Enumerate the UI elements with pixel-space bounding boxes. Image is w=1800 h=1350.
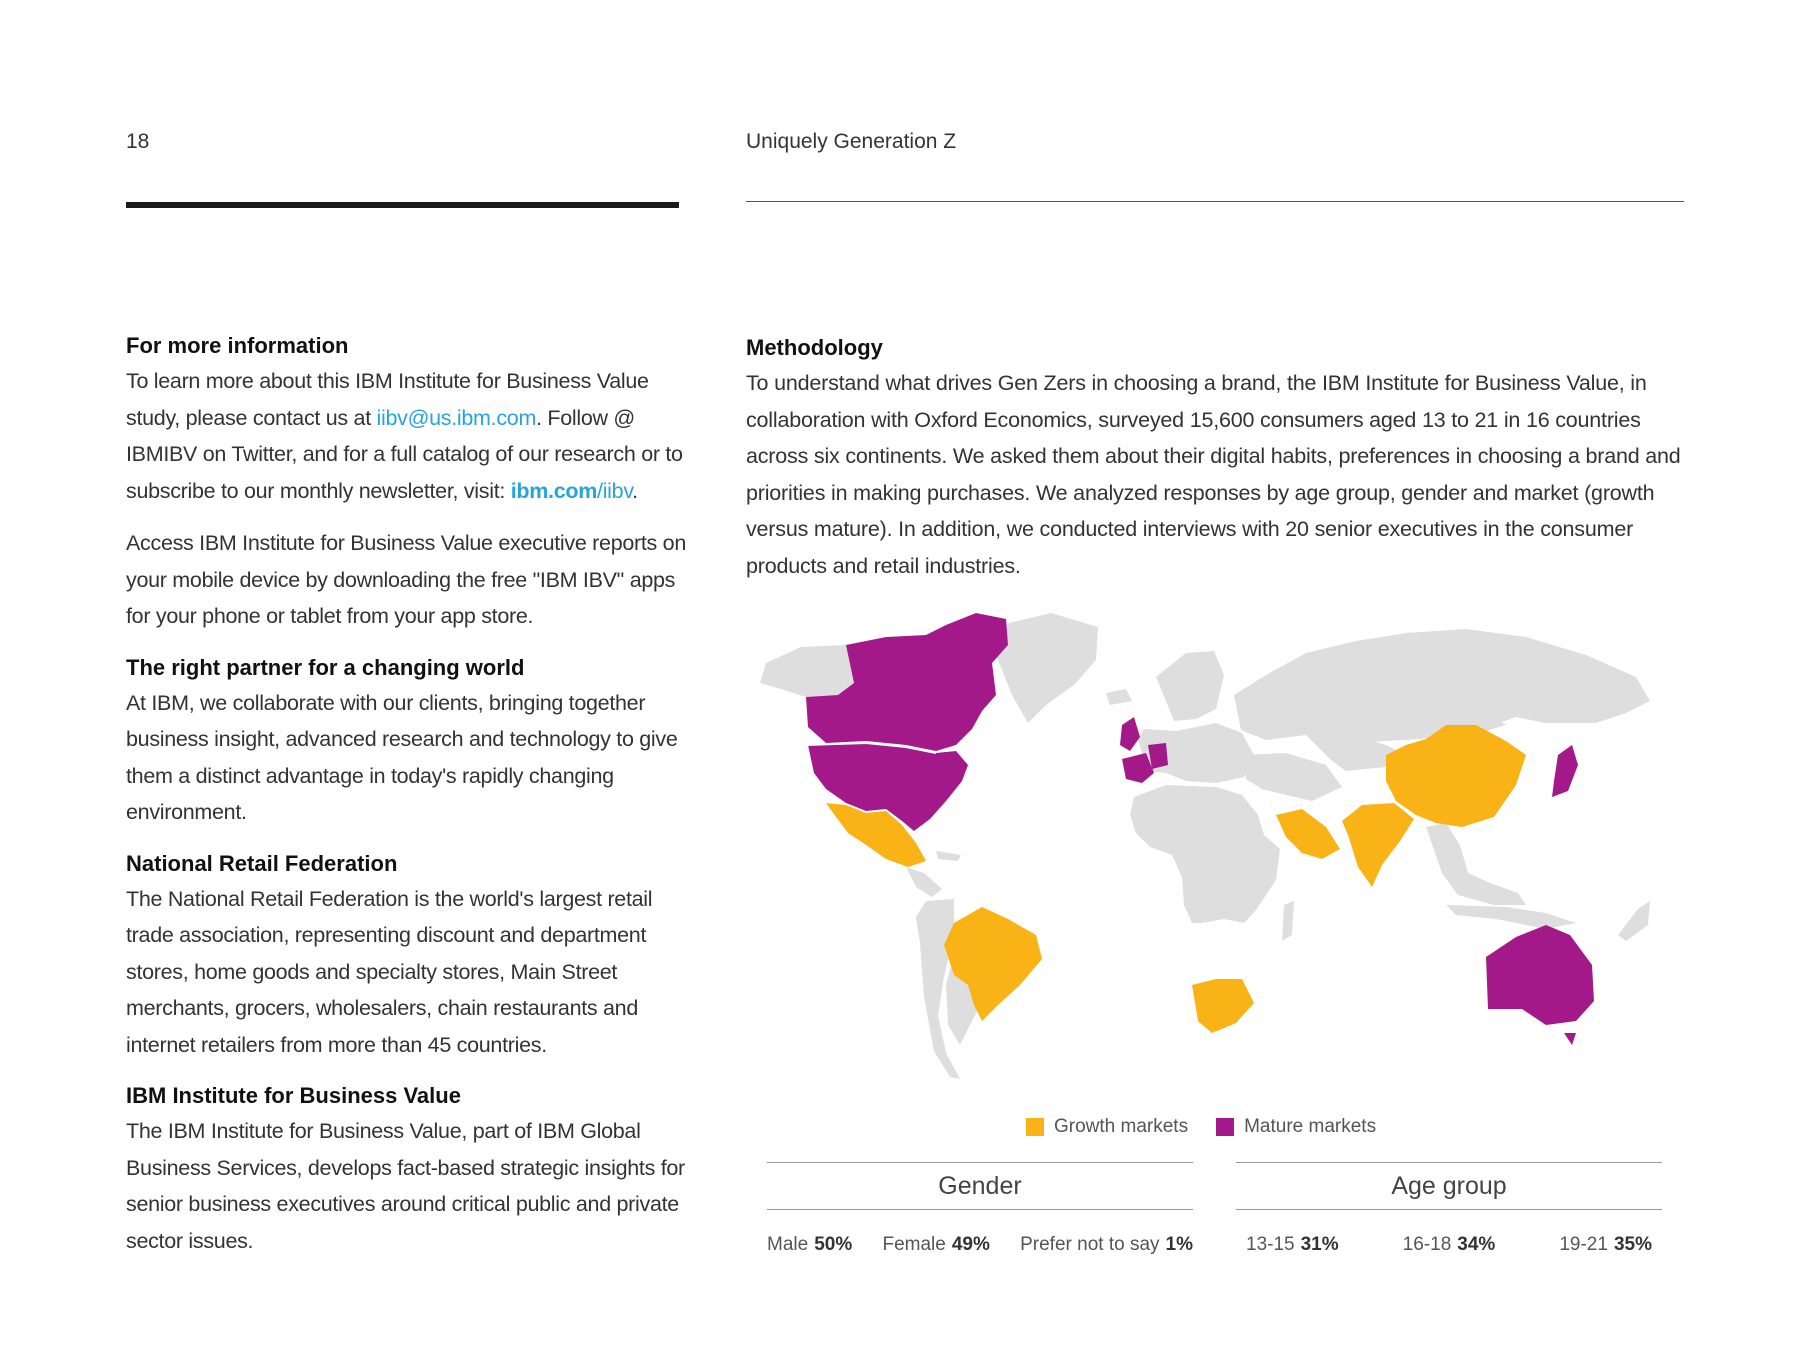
more-info-heading: For more information [126,333,349,358]
partner-heading: The right partner for a changing world [126,654,525,680]
gender-label: Male [767,1234,809,1255]
ibv-url-path: /iibv [597,478,633,503]
mature-swatch [1216,1118,1234,1136]
gender-stats [767,1162,1193,1256]
right-column [746,331,1686,584]
map-legend [1026,1116,1404,1138]
ibv-paragraph: The IBM Institute for Business Value, part of IBM Global Business Services, develops fact-based strategic insights for senior business executives around critical public and private sector issues. [126,1119,685,1253]
more-info-paragraph [126,363,686,509]
age-value: 31% [1300,1234,1339,1255]
country-south-africa [1192,979,1254,1033]
country-southeast-asia [1426,823,1526,905]
mobile-apps-paragraph: Access IBM Institute for Business Value executive reports on your mobile device by downloading the free "IBM IBV" apps for your phone or tablet from your app store. [126,531,686,628]
age-item [1559,1234,1652,1256]
country-india [1342,803,1414,887]
age-item [1403,1234,1496,1256]
page-number: 18 [126,130,150,153]
age-item [1246,1234,1339,1256]
methodology-heading: Methodology [746,335,883,360]
gender-item [767,1234,852,1256]
legend-mature [1216,1116,1376,1138]
country-scandinavia [1156,651,1224,721]
legend-growth [1026,1116,1188,1138]
running-title: Uniquely Generation Z [746,130,957,153]
legend-growth-label: Growth markets [1054,1116,1189,1137]
age-stats [1236,1162,1662,1256]
nrf-heading: National Retail Federation [126,850,398,876]
age-value: 34% [1457,1234,1496,1255]
country-new-zealand [1618,901,1650,941]
age-label: 19-21 [1559,1234,1608,1255]
ibv-url-link[interactable] [511,479,632,503]
country-australia [1486,925,1594,1025]
country-africa [1130,785,1280,923]
gender-label: Prefer not to say [1020,1234,1160,1255]
country-middle-east [1244,753,1342,801]
more-info-text-a: To learn more about this IBM Institute for Business Value study, please contact us at [126,369,649,430]
country-madagascar [1282,901,1294,941]
ibv-heading: IBM Institute for Business Value [126,1083,461,1108]
gender-value: 49% [951,1234,990,1255]
country-saudi-arabia [1276,809,1340,859]
age-label: 13-15 [1246,1234,1295,1255]
country-alaska [760,645,854,697]
country-japan [1552,745,1578,797]
header-rule-right [746,201,1684,202]
growth-swatch [1026,1118,1044,1136]
age-value: 35% [1613,1234,1652,1255]
country-iceland [1106,689,1132,705]
ibv-url-domain: ibm.com [510,478,598,503]
gender-value: 1% [1165,1234,1193,1255]
left-column [126,329,686,1259]
country-tasmania [1564,1033,1576,1045]
email-link[interactable]: iibv@us.ibm.com [376,405,537,430]
gender-item [1020,1234,1193,1256]
gender-label: Female [882,1234,946,1255]
legend-mature-label: Mature markets [1244,1116,1377,1137]
more-info-text-c: . [632,478,638,503]
world-map [746,605,1676,1095]
age-label: 16-18 [1402,1234,1452,1255]
gender-item [882,1234,989,1256]
header-rule-left [126,202,679,208]
nrf-paragraph: The National Retail Federation is the world's largest retail trade association, representing discount and department stores, home goods and specialty stores, Main Street merchants, grocers, wholesalers, chain restaurants and internet retailers from more than 45 countries. [126,886,653,1057]
country-indonesia [1446,905,1576,929]
gender-title: Gender [938,1172,1022,1200]
country-central-america [906,867,942,897]
more-info-text-b: . Follow @ IBMIBV on Twitter, and for a full catalog of our research or to subscribe to our monthly newsletter, visit: [126,405,683,503]
methodology-paragraph: To understand what drives Gen Zers in choosing a brand, the IBM Institute for Business Value, in collaboration with Oxford Economics, surveyed 15,600 consumers aged 13 to 21 in 16 countries across six continents. We asked them about their digital habits, preferences in choosing a brand and priorities in making purchases. We analyzed responses by age group, gender and market (growth versus mature). In addition, we conducted interviews with 20 senior executives in the consumer products and retail industries. [746,371,1681,578]
age-title: Age group [1391,1172,1507,1200]
gender-value: 50% [814,1234,853,1255]
country-greenland [996,613,1098,723]
country-uk [1120,717,1140,751]
country-china [1386,725,1526,827]
partner-paragraph: At IBM, we collaborate with our clients, bringing together business insight, advanced research and technology to give them a distinct advantage in today's rapidly changing environment. [126,690,678,824]
country-caribbean [936,851,961,861]
